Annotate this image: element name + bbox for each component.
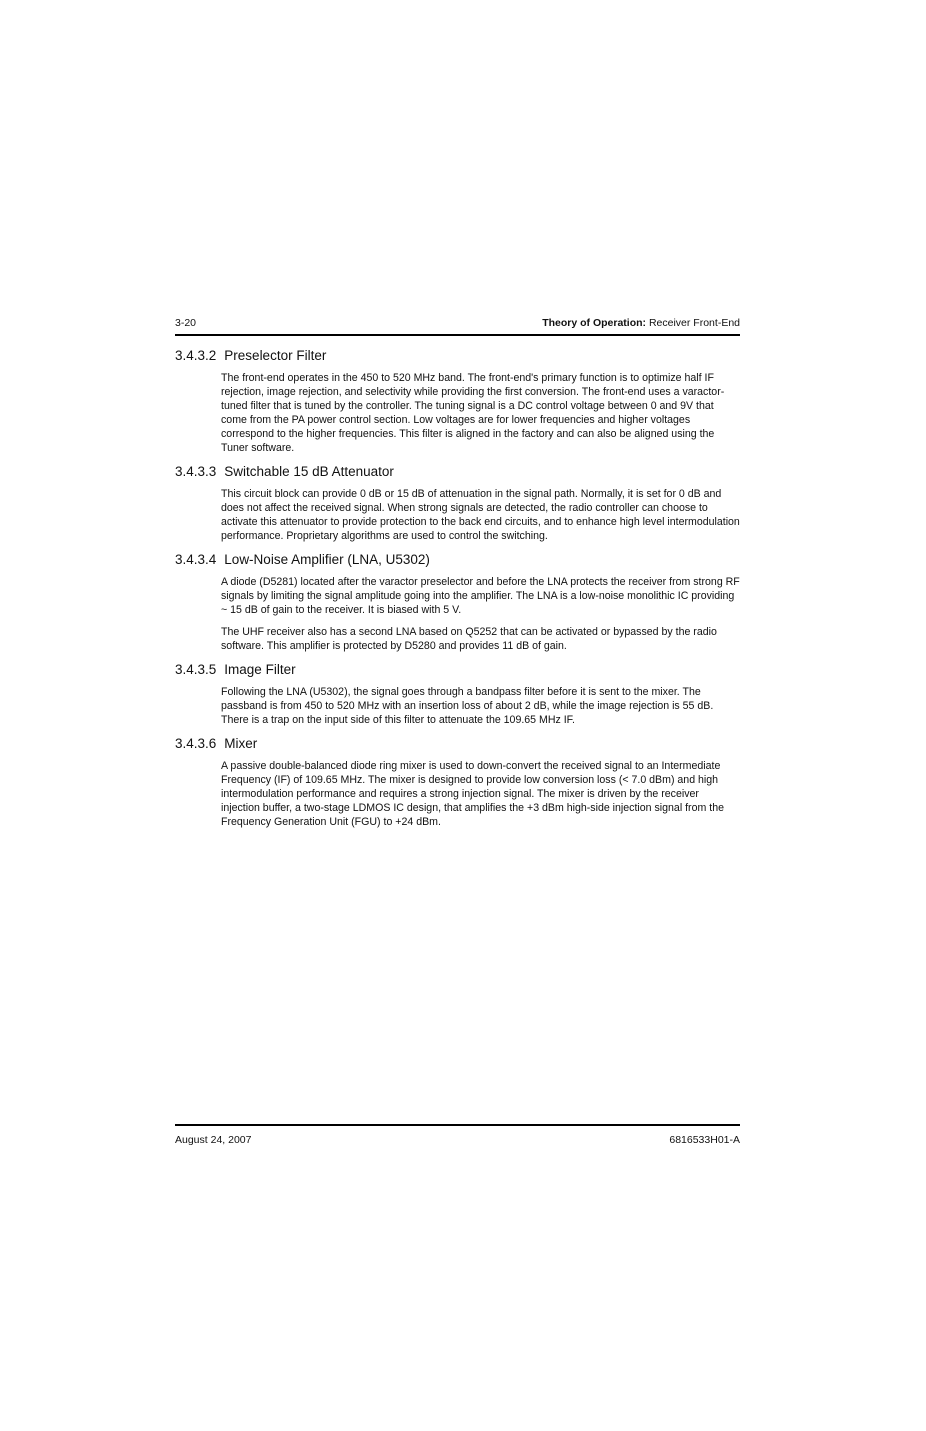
body-paragraph: A diode (D5281) located after the varactor preselector and before the LNA protects the receiver from strong RF signals by limiting the signal amplitude going into the amplifier. The LNA is a low-noise monolithic IC providing ~ 15 dB of gain to the receiver. It is biased with 5 V.	[221, 576, 740, 616]
section-heading	[175, 735, 740, 753]
section-title: Mixer	[224, 736, 258, 751]
page-header	[175, 317, 740, 331]
running-title-rest: Receiver Front-End	[646, 317, 740, 329]
section-number: 3.4.3.6	[175, 736, 217, 751]
section-number: 3.4.3.2	[175, 348, 217, 363]
section-preselector-filter	[175, 347, 740, 455]
section-number: 3.4.3.3	[175, 464, 217, 479]
main-content	[175, 347, 740, 837]
section-low-noise-amplifier	[175, 551, 740, 653]
running-title-bold: Theory of Operation:	[542, 317, 647, 329]
body-paragraph: Following the LNA (U5302), the signal goes through a bandpass filter before it is sent to the mixer. The passband is from 450 to 520 MHz with an insertion loss of about 2 dB, while the image rejection is 55 dB. There is a trap on the input side of this filter to attenuate the 109.65 MHz IF.	[221, 686, 714, 726]
section-number: 3.4.3.5	[175, 662, 217, 677]
footer-document-number: 6816533H01-A	[669, 1134, 740, 1146]
section-number: 3.4.3.4	[175, 552, 217, 567]
body-paragraph: The front-end operates in the 450 to 520 MHz band. The front-end's primary function is to optimize half IF rejection, image rejection, and selectivity while providing the first conversion. The front-end uses a varactor-tuned filter that is tuned by the controller. The tuning signal is a DC control voltage between 0 and 9V that come from the PA power control section. Low voltages are for lower frequencies and higher voltages correspond to the higher frequencies. This filter is aligned in the factory and can also be aligned using the Tuner software.	[221, 372, 725, 454]
section-heading	[175, 661, 740, 679]
running-title	[542, 317, 740, 329]
section-switchable-attenuator	[175, 463, 740, 543]
header-rule	[175, 334, 740, 336]
section-title: Low-Noise Amplifier (LNA, U5302)	[224, 552, 430, 567]
body-paragraph: A passive double-balanced diode ring mixer is used to down-convert the received signal to an Intermediate Frequency (IF) of 109.65 MHz. The mixer is designed to provide low conversion loss (< 7.0 dBm) and high intermodulation performance and requires a strong injection signal. The mixer is driven by the receiver injection buffer, a two-stage LDMOS IC design, that amplifies the +3 dBm high-side injection signal from the Frequency Generation Unit (FGU) to +24 dBm.	[221, 760, 724, 828]
section-image-filter	[175, 661, 740, 727]
footer-rule	[175, 1124, 740, 1126]
body-paragraph: This circuit block can provide 0 dB or 15 dB of attenuation in the signal path. Normally, it is set for 0 dB and does not affect the received signal. When strong signals are detected, the radio controller can choose to activate this attenuator to provide protection to the back end circuits, and to enhance high level intermodulation performance. Proprietary algorithms are used to control the switching.	[221, 488, 740, 542]
section-title: Image Filter	[224, 662, 296, 677]
section-title: Switchable 15 dB Attenuator	[224, 464, 394, 479]
section-heading	[175, 463, 740, 481]
section-heading	[175, 551, 740, 569]
section-title: Preselector Filter	[224, 348, 327, 363]
page-footer	[175, 1134, 740, 1148]
page-number: 3-20	[175, 317, 197, 329]
body-paragraph: The UHF receiver also has a second LNA based on Q5252 that can be activated or bypassed by the radio software. This amplifier is protected by D5280 and provides 11 dB of gain.	[221, 626, 717, 652]
section-mixer	[175, 735, 740, 829]
footer-date: August 24, 2007	[175, 1134, 252, 1146]
section-heading	[175, 347, 740, 365]
